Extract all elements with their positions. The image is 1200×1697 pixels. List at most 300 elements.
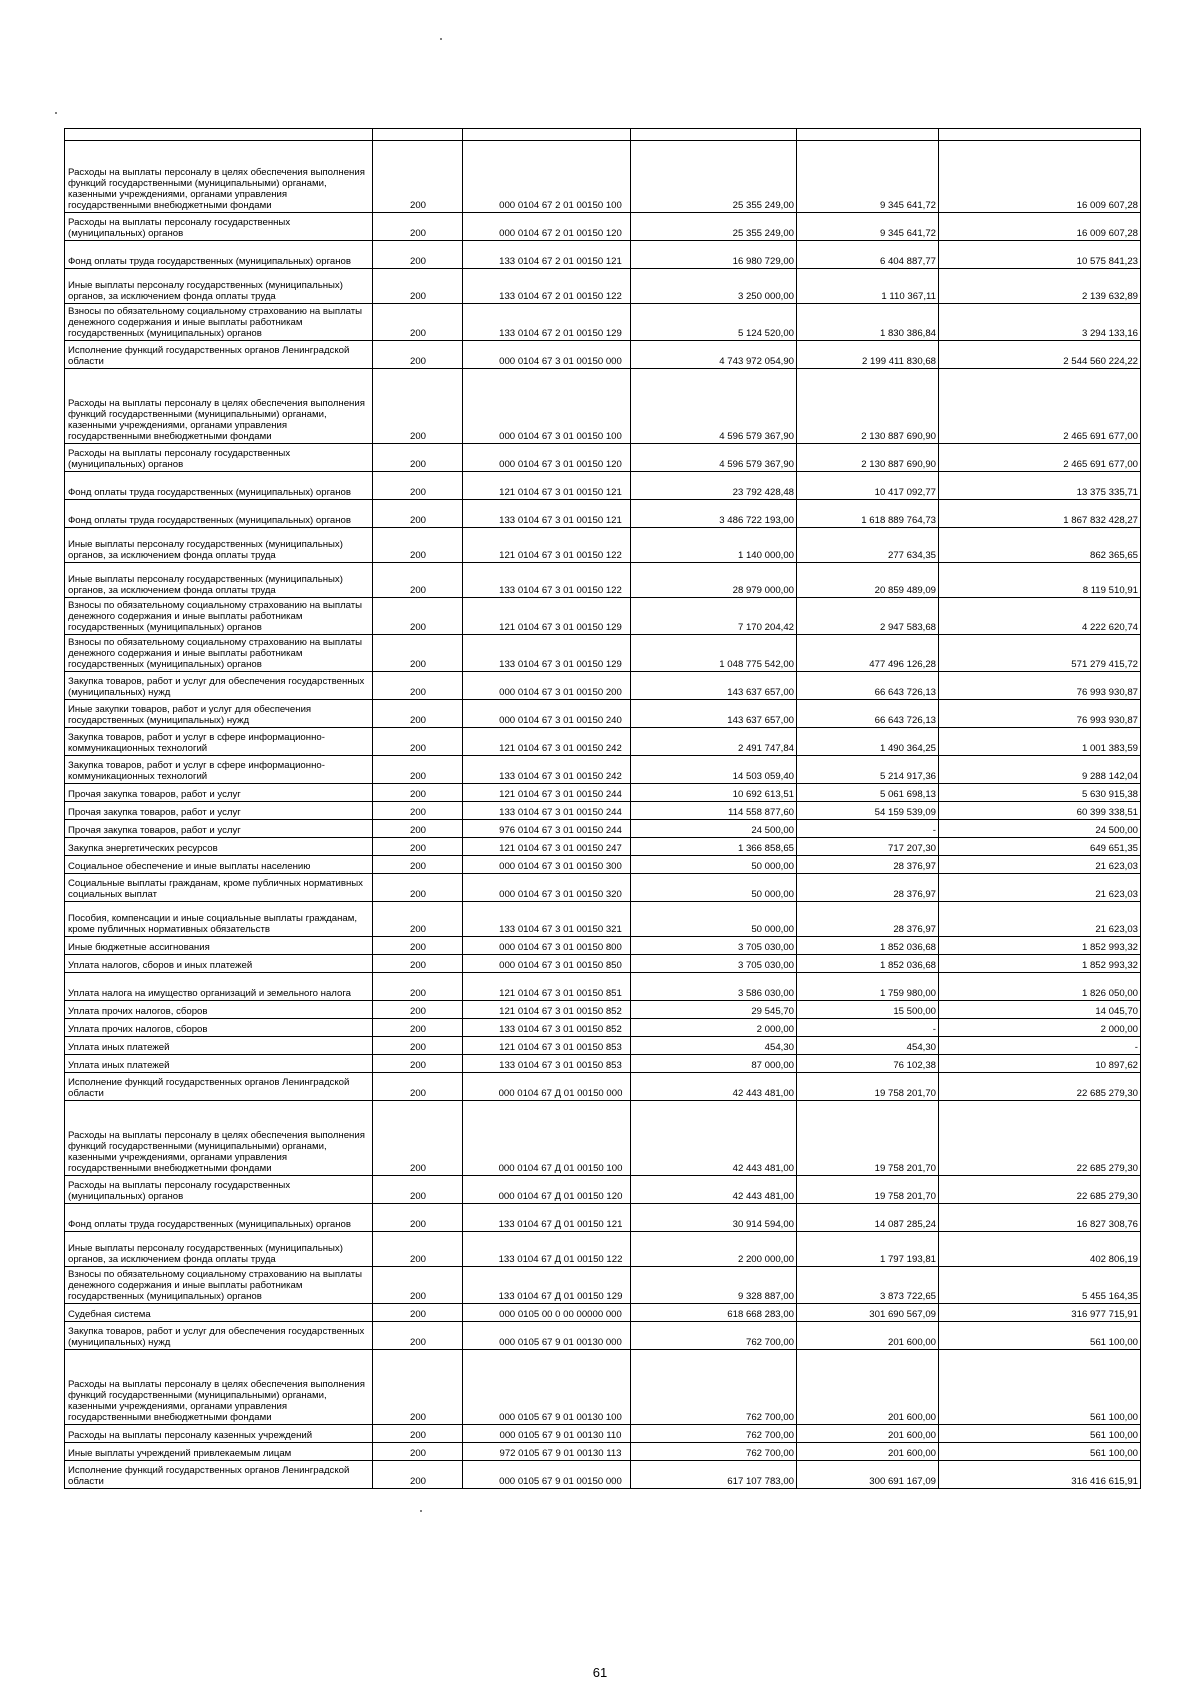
- table-row: [65, 728, 1141, 756]
- row-executed: 14 087 285,24: [797, 1204, 939, 1232]
- row-approved: 23 792 428,48: [631, 472, 797, 500]
- row-approved: 87 000,00: [631, 1055, 797, 1073]
- row-code: 200: [373, 672, 463, 700]
- table-row: [65, 1267, 1141, 1304]
- row-name: Взносы по обязательному социальному страхованию на выплаты денежного содержания и иные выплаты работникам государственных (муниципальных) органов: [65, 635, 373, 672]
- scan-speck: [420, 1510, 422, 1512]
- row-executed: -: [797, 820, 939, 838]
- row-approved: 3 486 722 193,00: [631, 500, 797, 528]
- table-row: [65, 802, 1141, 820]
- row-code: 200: [373, 241, 463, 269]
- table-row: [65, 1322, 1141, 1350]
- row-executed: 717 207,30: [797, 838, 939, 856]
- row-code: 200: [373, 784, 463, 802]
- table-row: [65, 269, 1141, 304]
- row-code: 200: [373, 472, 463, 500]
- row-classifier: 000 0105 67 9 01 00130 110: [463, 1425, 631, 1443]
- row-name: Фонд оплаты труда государственных (муниципальных) органов: [65, 1204, 373, 1232]
- table-row: [65, 213, 1141, 241]
- row-executed: 76 102,38: [797, 1055, 939, 1073]
- row-code: 200: [373, 500, 463, 528]
- row-code: 200: [373, 1101, 463, 1176]
- row-unexecuted: 3 294 133,16: [939, 304, 1141, 341]
- row-unexecuted: 60 399 338,51: [939, 802, 1141, 820]
- row-unexecuted: 9 288 142,04: [939, 756, 1141, 784]
- row-approved: 2 000,00: [631, 1019, 797, 1037]
- row-unexecuted: 1 001 383,59: [939, 728, 1141, 756]
- row-approved: 1 140 000,00: [631, 528, 797, 563]
- row-code: 200: [373, 141, 463, 213]
- row-executed: 28 376,97: [797, 856, 939, 874]
- row-approved: 1 366 858,65: [631, 838, 797, 856]
- row-executed: 201 600,00: [797, 1425, 939, 1443]
- row-name: Расходы на выплаты персоналу государственных (муниципальных) органов: [65, 213, 373, 241]
- table-row: [65, 1425, 1141, 1443]
- row-name: Взносы по обязательному социальному страхованию на выплаты денежного содержания и иные выплаты работникам государственных (муниципальных) органов: [65, 1267, 373, 1304]
- row-classifier: 000 0104 67 3 01 00150 300: [463, 856, 631, 874]
- row-unexecuted: 24 500,00: [939, 820, 1141, 838]
- row-approved: 5 124 520,00: [631, 304, 797, 341]
- budget-execution-table: [64, 128, 1141, 1489]
- row-executed: 19 758 201,70: [797, 1073, 939, 1101]
- row-approved: 3 586 030,00: [631, 973, 797, 1001]
- row-unexecuted: 2 465 691 677,00: [939, 444, 1141, 472]
- row-unexecuted: 2 139 632,89: [939, 269, 1141, 304]
- row-name: Иные выплаты персоналу государственных (муниципальных) органов, за исключением фонда оплаты труда: [65, 528, 373, 563]
- row-unexecuted: 16 827 308,76: [939, 1204, 1141, 1232]
- row-executed: 201 600,00: [797, 1350, 939, 1425]
- table-row: [65, 1304, 1141, 1322]
- row-classifier: 000 0104 67 3 01 00150 100: [463, 369, 631, 444]
- row-code: 200: [373, 802, 463, 820]
- row-classifier: 000 0105 67 9 01 00130 100: [463, 1350, 631, 1425]
- row-unexecuted: 1 852 993,32: [939, 955, 1141, 973]
- table-top-spacer: [65, 129, 1141, 141]
- table-row: [65, 598, 1141, 635]
- row-classifier: 121 0104 67 3 01 00150 121: [463, 472, 631, 500]
- table-row: [65, 937, 1141, 955]
- row-name: Фонд оплаты труда государственных (муниципальных) органов: [65, 241, 373, 269]
- row-classifier: 133 0104 67 3 01 00150 242: [463, 756, 631, 784]
- row-name: Расходы на выплаты персоналу казенных учреждений: [65, 1425, 373, 1443]
- row-approved: 30 914 594,00: [631, 1204, 797, 1232]
- row-executed: 1 110 367,11: [797, 269, 939, 304]
- row-approved: 1 048 775 542,00: [631, 635, 797, 672]
- row-code: 200: [373, 444, 463, 472]
- row-classifier: 000 0104 67 3 01 00150 200: [463, 672, 631, 700]
- table-row: [65, 1176, 1141, 1204]
- row-code: 200: [373, 1461, 463, 1489]
- row-approved: 42 443 481,00: [631, 1101, 797, 1176]
- row-code: 200: [373, 838, 463, 856]
- row-code: 200: [373, 728, 463, 756]
- table-row: [65, 563, 1141, 598]
- row-name: Судебная система: [65, 1304, 373, 1322]
- table-row: [65, 1461, 1141, 1489]
- row-approved: 617 107 783,00: [631, 1461, 797, 1489]
- row-code: 200: [373, 213, 463, 241]
- row-unexecuted: 316 416 615,91: [939, 1461, 1141, 1489]
- row-executed: 19 758 201,70: [797, 1101, 939, 1176]
- row-name: Уплата налогов, сборов и иных платежей: [65, 955, 373, 973]
- row-executed: 19 758 201,70: [797, 1176, 939, 1204]
- row-classifier: 133 0104 67 3 01 00150 853: [463, 1055, 631, 1073]
- row-classifier: 000 0104 67 2 01 00150 100: [463, 141, 631, 213]
- row-code: 200: [373, 369, 463, 444]
- row-unexecuted: 571 279 415,72: [939, 635, 1141, 672]
- row-approved: 4 743 972 054,90: [631, 341, 797, 369]
- table-row: [65, 784, 1141, 802]
- row-unexecuted: 13 375 335,71: [939, 472, 1141, 500]
- row-classifier: 133 0104 67 Д 01 00150 121: [463, 1204, 631, 1232]
- row-code: 200: [373, 1001, 463, 1019]
- row-approved: 25 355 249,00: [631, 141, 797, 213]
- row-code: 200: [373, 1304, 463, 1322]
- table-row: [65, 874, 1141, 902]
- row-name: Уплата иных платежей: [65, 1055, 373, 1073]
- row-classifier: 976 0104 67 3 01 00150 244: [463, 820, 631, 838]
- row-code: 200: [373, 598, 463, 635]
- row-unexecuted: 16 009 607,28: [939, 141, 1141, 213]
- row-classifier: 000 0105 00 0 00 00000 000: [463, 1304, 631, 1322]
- row-name: Уплата иных платежей: [65, 1037, 373, 1055]
- row-classifier: 000 0104 67 2 01 00150 120: [463, 213, 631, 241]
- row-classifier: 121 0104 67 3 01 00150 247: [463, 838, 631, 856]
- row-approved: 762 700,00: [631, 1322, 797, 1350]
- row-name: Иные выплаты учреждений привлекаемым лицам: [65, 1443, 373, 1461]
- table-row: [65, 369, 1141, 444]
- row-code: 200: [373, 1425, 463, 1443]
- row-approved: 50 000,00: [631, 902, 797, 937]
- row-unexecuted: 76 993 930,87: [939, 672, 1141, 700]
- row-executed: 300 691 167,09: [797, 1461, 939, 1489]
- table-row: [65, 756, 1141, 784]
- table-row: [65, 1001, 1141, 1019]
- row-name: Взносы по обязательному социальному страхованию на выплаты денежного содержания и иные выплаты работникам государственных (муниципальных) органов: [65, 598, 373, 635]
- row-classifier: 000 0104 67 3 01 00150 320: [463, 874, 631, 902]
- table-row: [65, 955, 1141, 973]
- row-classifier: 000 0104 67 3 01 00150 120: [463, 444, 631, 472]
- table-row: [65, 444, 1141, 472]
- row-code: 200: [373, 635, 463, 672]
- row-name: Пособия, компенсации и иные социальные выплаты гражданам, кроме публичных нормативных обязательств: [65, 902, 373, 937]
- table-row: [65, 241, 1141, 269]
- table-row: [65, 902, 1141, 937]
- scan-speck: [55, 112, 57, 114]
- table-row: [65, 672, 1141, 700]
- row-classifier: 121 0104 67 3 01 00150 244: [463, 784, 631, 802]
- table-row: [65, 341, 1141, 369]
- row-classifier: 133 0104 67 2 01 00150 122: [463, 269, 631, 304]
- row-approved: 25 355 249,00: [631, 213, 797, 241]
- row-approved: 10 692 613,51: [631, 784, 797, 802]
- row-unexecuted: 2 544 560 224,22: [939, 341, 1141, 369]
- row-unexecuted: 16 009 607,28: [939, 213, 1141, 241]
- row-classifier: 000 0104 67 3 01 00150 000: [463, 341, 631, 369]
- row-unexecuted: 1 852 993,32: [939, 937, 1141, 955]
- row-name: Иные выплаты персоналу государственных (муниципальных) органов, за исключением фонда оплаты труда: [65, 563, 373, 598]
- row-code: 200: [373, 1267, 463, 1304]
- row-code: 200: [373, 1073, 463, 1101]
- row-name: Фонд оплаты труда государственных (муниципальных) органов: [65, 500, 373, 528]
- row-approved: 114 558 877,60: [631, 802, 797, 820]
- row-unexecuted: -: [939, 1037, 1141, 1055]
- row-code: 200: [373, 902, 463, 937]
- row-classifier: 000 0104 67 3 01 00150 240: [463, 700, 631, 728]
- row-executed: 2 947 583,68: [797, 598, 939, 635]
- row-code: 200: [373, 1204, 463, 1232]
- table-row: [65, 700, 1141, 728]
- row-unexecuted: 2 000,00: [939, 1019, 1141, 1037]
- row-unexecuted: 402 806,19: [939, 1232, 1141, 1267]
- row-classifier: 133 0104 67 2 01 00150 129: [463, 304, 631, 341]
- row-classifier: 000 0104 67 3 01 00150 850: [463, 955, 631, 973]
- row-approved: 618 668 283,00: [631, 1304, 797, 1322]
- row-name: Исполнение функций государственных органов Ленинградской области: [65, 1461, 373, 1489]
- row-unexecuted: 21 623,03: [939, 902, 1141, 937]
- row-executed: 477 496 126,28: [797, 635, 939, 672]
- row-unexecuted: 22 685 279,30: [939, 1176, 1141, 1204]
- row-code: 200: [373, 341, 463, 369]
- row-approved: 4 596 579 367,90: [631, 369, 797, 444]
- row-code: 200: [373, 1176, 463, 1204]
- row-unexecuted: 561 100,00: [939, 1350, 1141, 1425]
- row-code: 200: [373, 1019, 463, 1037]
- row-approved: 2 491 747,84: [631, 728, 797, 756]
- row-classifier: 000 0105 67 9 01 00130 000: [463, 1322, 631, 1350]
- row-name: Уплата прочих налогов, сборов: [65, 1019, 373, 1037]
- table-row: [65, 856, 1141, 874]
- row-executed: 20 859 489,09: [797, 563, 939, 598]
- row-unexecuted: 5 630 915,38: [939, 784, 1141, 802]
- row-classifier: 133 0104 67 3 01 00150 321: [463, 902, 631, 937]
- row-unexecuted: 22 685 279,30: [939, 1101, 1141, 1176]
- row-classifier: 000 0104 67 Д 01 00150 100: [463, 1101, 631, 1176]
- row-approved: 4 596 579 367,90: [631, 444, 797, 472]
- row-executed: 3 873 722,65: [797, 1267, 939, 1304]
- row-code: 200: [373, 856, 463, 874]
- row-unexecuted: 862 365,65: [939, 528, 1141, 563]
- table-row: [65, 1073, 1141, 1101]
- row-name: Взносы по обязательному социальному страхованию на выплаты денежного содержания и иные выплаты работникам государственных (муниципальных) органов: [65, 304, 373, 341]
- table-row: [65, 528, 1141, 563]
- row-unexecuted: 14 045,70: [939, 1001, 1141, 1019]
- table-row: [65, 820, 1141, 838]
- row-approved: 16 980 729,00: [631, 241, 797, 269]
- row-classifier: 121 0104 67 3 01 00150 853: [463, 1037, 631, 1055]
- row-executed: 201 600,00: [797, 1322, 939, 1350]
- row-unexecuted: 10 897,62: [939, 1055, 1141, 1073]
- row-unexecuted: 10 575 841,23: [939, 241, 1141, 269]
- row-unexecuted: 1 867 832 428,27: [939, 500, 1141, 528]
- row-name: Закупка товаров, работ и услуг для обеспечения государственных (муниципальных) нужд: [65, 672, 373, 700]
- row-unexecuted: 561 100,00: [939, 1443, 1141, 1461]
- row-code: 200: [373, 937, 463, 955]
- row-name: Прочая закупка товаров, работ и услуг: [65, 784, 373, 802]
- row-code: 200: [373, 563, 463, 598]
- row-executed: 9 345 641,72: [797, 141, 939, 213]
- row-name: Исполнение функций государственных органов Ленинградской области: [65, 1073, 373, 1101]
- table-row: [65, 1204, 1141, 1232]
- row-name: Расходы на выплаты персоналу в целях обеспечения выполнения функций государственными (муниципальными) органами, казенными учреждениями, органами управления государственными внебюджетными фондами: [65, 369, 373, 444]
- row-approved: 762 700,00: [631, 1350, 797, 1425]
- row-executed: 1 852 036,68: [797, 937, 939, 955]
- row-executed: 1 618 889 764,73: [797, 500, 939, 528]
- row-name: Прочая закупка товаров, работ и услуг: [65, 820, 373, 838]
- row-approved: 50 000,00: [631, 856, 797, 874]
- row-approved: 143 637 657,00: [631, 672, 797, 700]
- row-name: Прочая закупка товаров, работ и услуг: [65, 802, 373, 820]
- row-name: Расходы на выплаты персоналу в целях обеспечения выполнения функций государственными (муниципальными) органами, казенными учреждениями, органами управления государственными внебюджетными фондами: [65, 1350, 373, 1425]
- row-name: Уплата налога на имущество организаций и земельного налога: [65, 973, 373, 1001]
- row-approved: 7 170 204,42: [631, 598, 797, 635]
- row-executed: 28 376,97: [797, 902, 939, 937]
- row-code: 200: [373, 269, 463, 304]
- row-executed: 1 490 364,25: [797, 728, 939, 756]
- row-classifier: 121 0104 67 3 01 00150 851: [463, 973, 631, 1001]
- row-unexecuted: 21 623,03: [939, 856, 1141, 874]
- table-row: [65, 500, 1141, 528]
- row-unexecuted: 22 685 279,30: [939, 1073, 1141, 1101]
- row-name: Иные выплаты персоналу государственных (муниципальных) органов, за исключением фонда оплаты труда: [65, 1232, 373, 1267]
- row-executed: 2 130 887 690,90: [797, 444, 939, 472]
- row-approved: 2 200 000,00: [631, 1232, 797, 1267]
- row-classifier: 121 0104 67 3 01 00150 122: [463, 528, 631, 563]
- row-executed: 301 690 567,09: [797, 1304, 939, 1322]
- row-name: Расходы на выплаты персоналу государственных (муниципальных) органов: [65, 1176, 373, 1204]
- row-unexecuted: 561 100,00: [939, 1322, 1141, 1350]
- row-code: 200: [373, 1055, 463, 1073]
- row-code: 200: [373, 1037, 463, 1055]
- row-classifier: 133 0104 67 Д 01 00150 122: [463, 1232, 631, 1267]
- row-approved: 28 979 000,00: [631, 563, 797, 598]
- row-code: 200: [373, 973, 463, 1001]
- row-classifier: 133 0104 67 3 01 00150 129: [463, 635, 631, 672]
- row-classifier: 133 0104 67 3 01 00150 852: [463, 1019, 631, 1037]
- table-row: [65, 472, 1141, 500]
- row-code: 200: [373, 1443, 463, 1461]
- row-classifier: 121 0104 67 3 01 00150 129: [463, 598, 631, 635]
- row-name: Иные закупки товаров, работ и услуг для обеспечения государственных (муниципальных) нужд: [65, 700, 373, 728]
- row-classifier: 133 0104 67 Д 01 00150 129: [463, 1267, 631, 1304]
- row-executed: 1 830 386,84: [797, 304, 939, 341]
- row-name: Расходы на выплаты персоналу в целях обеспечения выполнения функций государственными (муниципальными) органами, казенными учреждениями, органами управления государственными внебюджетными фондами: [65, 1101, 373, 1176]
- row-unexecuted: 76 993 930,87: [939, 700, 1141, 728]
- row-name: Закупка товаров, работ и услуг для обеспечения государственных (муниципальных) нужд: [65, 1322, 373, 1350]
- row-approved: 3 250 000,00: [631, 269, 797, 304]
- page-number: 61: [592, 1665, 608, 1680]
- row-approved: 3 705 030,00: [631, 937, 797, 955]
- row-code: 200: [373, 1350, 463, 1425]
- row-unexecuted: 561 100,00: [939, 1425, 1141, 1443]
- table-row: [65, 1443, 1141, 1461]
- row-approved: 143 637 657,00: [631, 700, 797, 728]
- table-row: [65, 838, 1141, 856]
- row-executed: 2 199 411 830,68: [797, 341, 939, 369]
- row-code: 200: [373, 820, 463, 838]
- row-executed: 15 500,00: [797, 1001, 939, 1019]
- table-row: [65, 1101, 1141, 1176]
- row-unexecuted: 316 977 715,91: [939, 1304, 1141, 1322]
- row-classifier: 000 0104 67 Д 01 00150 120: [463, 1176, 631, 1204]
- row-unexecuted: 4 222 620,74: [939, 598, 1141, 635]
- row-code: 200: [373, 304, 463, 341]
- row-code: 200: [373, 700, 463, 728]
- row-approved: 762 700,00: [631, 1443, 797, 1461]
- table-row: [65, 1350, 1141, 1425]
- row-approved: 50 000,00: [631, 874, 797, 902]
- row-code: 200: [373, 756, 463, 784]
- scan-speck: [440, 38, 442, 40]
- row-name: Иные бюджетные ассигнования: [65, 937, 373, 955]
- row-name: Фонд оплаты труда государственных (муниципальных) органов: [65, 472, 373, 500]
- table-row: [65, 1037, 1141, 1055]
- row-classifier: 133 0104 67 3 01 00150 121: [463, 500, 631, 528]
- row-classifier: 000 0104 67 Д 01 00150 000: [463, 1073, 631, 1101]
- row-executed: 1 797 193,81: [797, 1232, 939, 1267]
- table-row: [65, 1232, 1141, 1267]
- table-row: [65, 141, 1141, 213]
- row-name: Иные выплаты персоналу государственных (муниципальных) органов, за исключением фонда оплаты труда: [65, 269, 373, 304]
- row-executed: 66 643 726,13: [797, 700, 939, 728]
- row-name: Социальное обеспечение и иные выплаты населению: [65, 856, 373, 874]
- row-approved: 14 503 059,40: [631, 756, 797, 784]
- table-row: [65, 635, 1141, 672]
- row-executed: 6 404 887,77: [797, 241, 939, 269]
- table-row: [65, 304, 1141, 341]
- row-executed: 277 634,35: [797, 528, 939, 563]
- row-executed: 201 600,00: [797, 1443, 939, 1461]
- row-executed: 10 417 092,77: [797, 472, 939, 500]
- row-name: Закупка товаров, работ и услуг в сфере информационно-коммуникационных технологий: [65, 728, 373, 756]
- row-executed: 5 061 698,13: [797, 784, 939, 802]
- row-executed: -: [797, 1019, 939, 1037]
- row-classifier: 121 0104 67 3 01 00150 852: [463, 1001, 631, 1019]
- row-approved: 454,30: [631, 1037, 797, 1055]
- row-executed: 66 643 726,13: [797, 672, 939, 700]
- row-name: Социальные выплаты гражданам, кроме публичных нормативных социальных выплат: [65, 874, 373, 902]
- row-executed: 9 345 641,72: [797, 213, 939, 241]
- row-executed: 2 130 887 690,90: [797, 369, 939, 444]
- row-code: 200: [373, 528, 463, 563]
- row-name: Расходы на выплаты персоналу государственных (муниципальных) органов: [65, 444, 373, 472]
- row-name: Закупка энергетических ресурсов: [65, 838, 373, 856]
- row-unexecuted: 1 826 050,00: [939, 973, 1141, 1001]
- row-unexecuted: 5 455 164,35: [939, 1267, 1141, 1304]
- row-classifier: 121 0104 67 3 01 00150 242: [463, 728, 631, 756]
- row-name: Исполнение функций государственных органов Ленинградской области: [65, 341, 373, 369]
- row-executed: 54 159 539,09: [797, 802, 939, 820]
- table-body: [65, 129, 1141, 1489]
- row-classifier: 133 0104 67 3 01 00150 244: [463, 802, 631, 820]
- row-executed: 1 852 036,68: [797, 955, 939, 973]
- row-approved: 24 500,00: [631, 820, 797, 838]
- row-code: 200: [373, 955, 463, 973]
- row-name: Закупка товаров, работ и услуг в сфере информационно-коммуникационных технологий: [65, 756, 373, 784]
- row-executed: 454,30: [797, 1037, 939, 1055]
- row-approved: 42 443 481,00: [631, 1176, 797, 1204]
- row-approved: 42 443 481,00: [631, 1073, 797, 1101]
- row-approved: 29 545,70: [631, 1001, 797, 1019]
- row-code: 200: [373, 1322, 463, 1350]
- row-name: Расходы на выплаты персоналу в целях обеспечения выполнения функций государственными (муниципальными) органами, казенными учреждениями, органами управления государственными внебюджетными фондами: [65, 141, 373, 213]
- row-executed: 28 376,97: [797, 874, 939, 902]
- row-approved: 3 705 030,00: [631, 955, 797, 973]
- table-row: [65, 973, 1141, 1001]
- row-classifier: 133 0104 67 3 01 00150 122: [463, 563, 631, 598]
- table-row: [65, 1019, 1141, 1037]
- row-classifier: 000 0104 67 3 01 00150 800: [463, 937, 631, 955]
